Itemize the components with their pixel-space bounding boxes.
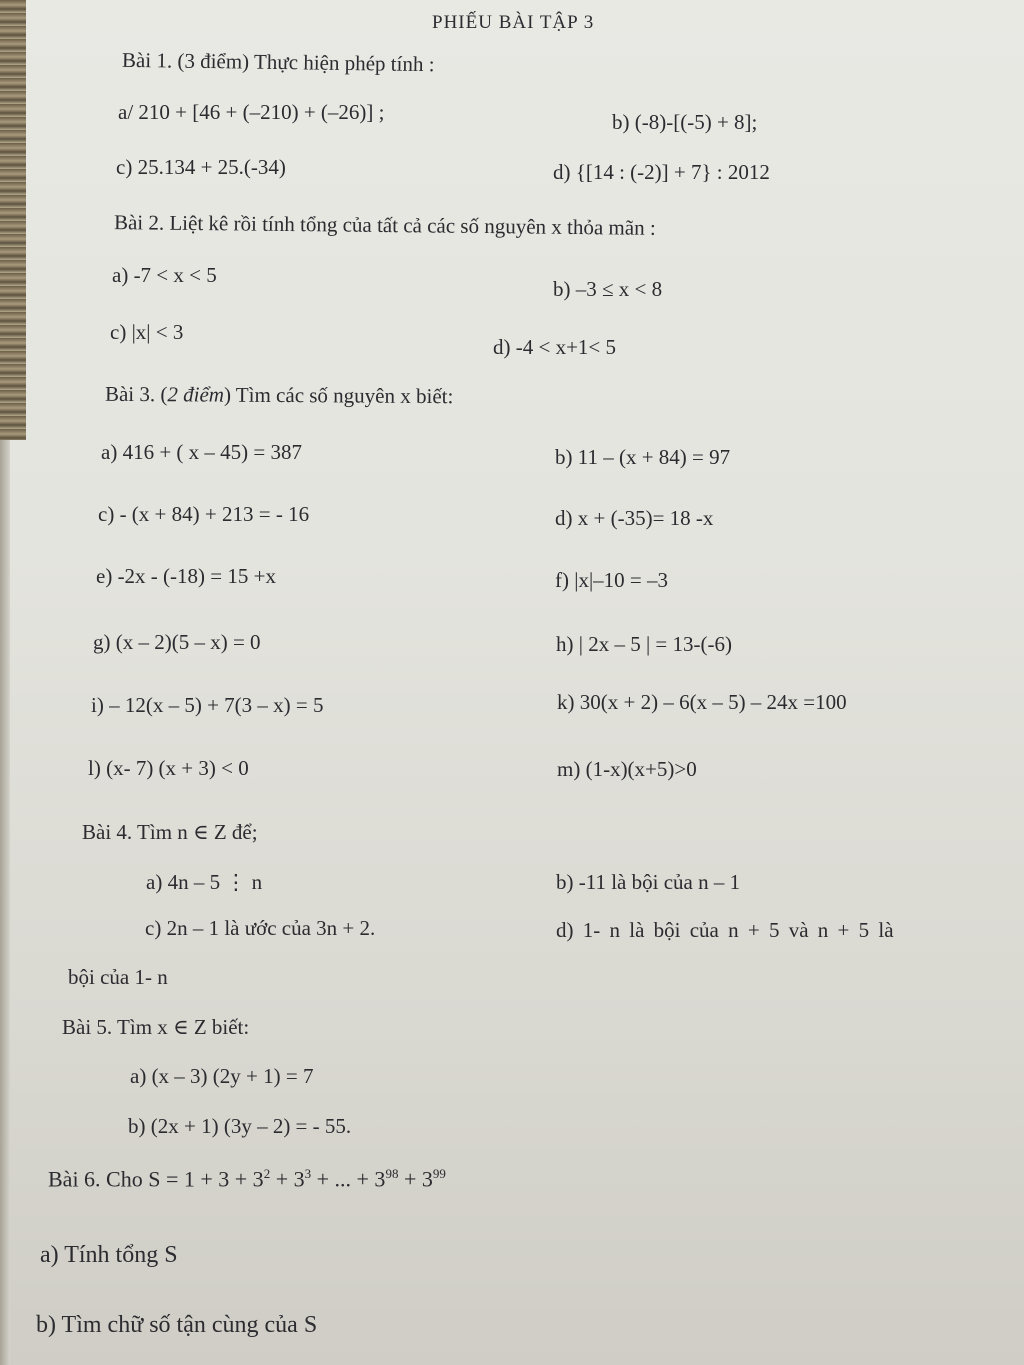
bai3-d: d) x + (-35)= 18 -x (555, 506, 714, 530)
bai2-c: c) |x| < 3 (110, 320, 184, 344)
bai1-b: b) (-8)-[(-5) + 8]; (612, 110, 758, 134)
bai5-b: b) (2x + 1) (3y – 2) = - 55. (128, 1114, 352, 1138)
background-edge (0, 0, 26, 440)
bai3-m: m) (1-x)(x+5)>0 (557, 757, 697, 781)
worksheet-title: PHIẾU BÀI TẬP 3 (432, 12, 595, 33)
bai3-k: k) 30(x + 2) – 6(x – 5) – 24x =100 (557, 690, 847, 714)
bai6-a: a) Tính tổng S (40, 1242, 178, 1268)
bai3-f: f) |x|–10 = –3 (555, 568, 668, 592)
bai4-d-continued: bội của 1- n (68, 965, 168, 989)
bai3-heading-points: 2 điểm (167, 382, 225, 407)
bai4-heading: Bài 4. Tìm n ∈ Z để; (82, 820, 258, 844)
bai3-c: c) - (x + 84) + 213 = - 16 (98, 502, 310, 526)
bai4-b: b) -11 là bội của n – 1 (556, 870, 741, 894)
bai2-b: b) –3 ≤ x < 8 (553, 277, 663, 301)
bai5-a: a) (x – 3) (2y + 1) = 7 (130, 1064, 314, 1088)
bai1-d: d) {[14 : (-2)] + 7} : 2012 (553, 160, 770, 184)
bai2-a: a) -7 < x < 5 (112, 263, 217, 287)
bai6-prefix: Bài 6. Cho S = 1 + 3 + 3 (48, 1166, 264, 1192)
bai2-heading: Bài 2. Liệt kê rồi tính tổng của tất cả các số nguyên x thỏa mãn : (113, 210, 656, 240)
bai4-d: d) 1- n là bội của n + 5 và n + 5 là (556, 918, 894, 942)
bai3-heading-suffix: ) Tìm các số nguyên x biết: (223, 382, 454, 409)
bai6-exponent: 98 (385, 1166, 399, 1181)
bai6-exponent: 99 (432, 1166, 446, 1181)
bai6-b: b) Tìm chữ số tận cùng của S (36, 1312, 318, 1338)
bai1-c: c) 25.134 + 25.(-34) (116, 155, 286, 179)
bai3-heading-prefix: Bài 3. ( (104, 381, 168, 407)
bai3-b: b) 11 – (x + 84) = 97 (555, 445, 731, 469)
bai3-h: h) | 2x – 5 | = 13-(-6) (556, 632, 732, 656)
bai6-term: + 3 (270, 1166, 305, 1192)
bai1-heading: Bài 1. (3 điểm) Thực hiện phép tính : (121, 47, 435, 77)
bai3-g: g) (x – 2)(5 – x) = 0 (93, 630, 261, 654)
paper-shadow (0, 440, 10, 1365)
bai6-heading (48, 1166, 446, 1192)
bai3-a: a) 416 + ( x – 45) = 387 (101, 440, 302, 464)
bai6-exponent: 2 (263, 1166, 271, 1181)
bai6-term: + 3 (398, 1166, 433, 1192)
bai6-term: + ... + 3 (311, 1166, 386, 1192)
bai3-i: i) – 12(x – 5) + 7(3 – x) = 5 (91, 693, 324, 717)
bai3-e: e) -2x - (-18) = 15 +x (96, 564, 276, 588)
bai3-l: l) (x- 7) (x + 3) < 0 (88, 756, 249, 780)
bai4-c: c) 2n – 1 là ước của 3n + 2. (145, 916, 376, 940)
bai5-heading: Bài 5. Tìm x ∈ Z biết: (62, 1015, 250, 1039)
bai6-exponent: 3 (304, 1166, 312, 1181)
bai2-d: d) -4 < x+1< 5 (493, 335, 617, 359)
bai3-heading (105, 382, 454, 409)
bai4-a: a) 4n – 5 ⋮ n (146, 870, 263, 894)
bai1-a: a/ 210 + [46 + (–210) + (–26)] ; (118, 100, 385, 124)
